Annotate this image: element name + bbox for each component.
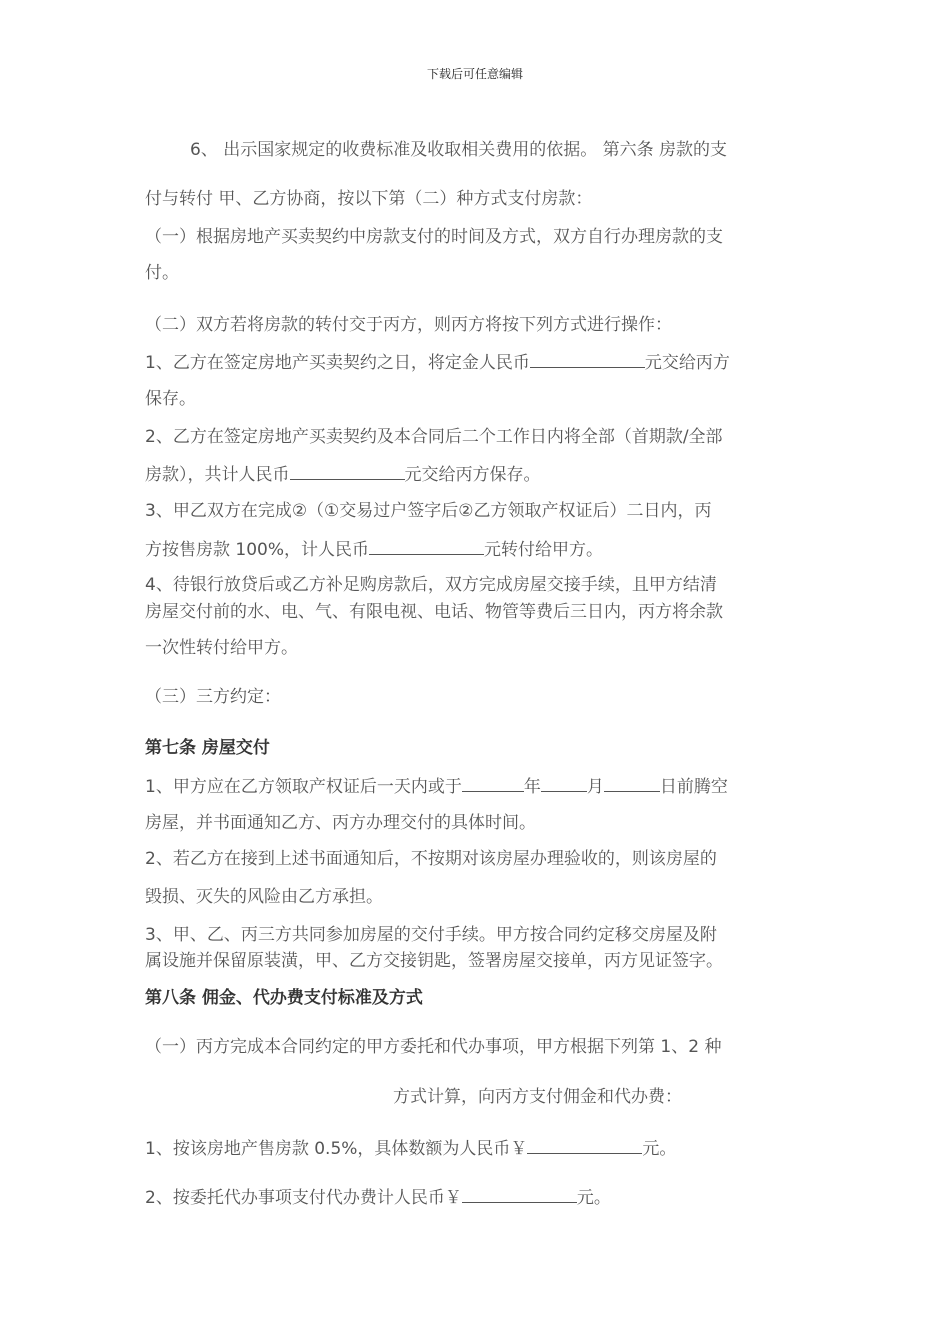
text-segment: 房款），共计人民币 xyxy=(145,465,290,485)
fill-in-blank[interactable] xyxy=(290,462,405,480)
text-segment: 1、乙方在签定房地产买卖契约之日，将定金人民币 xyxy=(145,353,530,373)
text-line: 4、待银行放贷后或乙方补足购房款后，双方完成房屋交接手续，且甲方结清 xyxy=(145,575,717,595)
fill-in-blank-day[interactable] xyxy=(604,774,660,792)
text-segment: 元。 xyxy=(576,1188,611,1208)
text-line: （三）三方约定： xyxy=(145,687,281,707)
text-line: 属设施并保留原装潢，甲、乙方交接钥匙，签署房屋交接单，丙方见证签字。 xyxy=(145,951,723,971)
text-line-with-blank xyxy=(145,462,541,486)
text-segment: 1、按该房地产售房款 0.5%，具体数额为人民币￥ xyxy=(145,1139,528,1159)
text-line: 3、甲、乙、丙三方共同参加房屋的交付手续。甲方按合同约定移交房屋及附 xyxy=(145,925,717,945)
text-line: 2、乙方在签定房地产买卖契约及本合同后二个工作日内将全部（首期款/全部 xyxy=(145,427,723,447)
text-segment: 1、甲方应在乙方领取产权证后一天内或于 xyxy=(145,777,462,797)
text-line: 方式计算，向丙方支付佣金和代办费： xyxy=(393,1087,682,1107)
text-line-with-blank xyxy=(145,350,730,374)
fill-in-blank[interactable] xyxy=(527,1136,642,1154)
text-segment: 方按售房款 100%，计人民币 xyxy=(145,540,370,560)
text-segment: 月 xyxy=(586,777,604,797)
text-line-with-blank xyxy=(145,1136,676,1160)
fill-in-blank-year[interactable] xyxy=(462,774,524,792)
text-segment: 日前腾空 xyxy=(659,777,728,797)
text-line: （一）根据房地产买卖契约中房款支付的时间及方式，双方自行办理房款的支 xyxy=(145,227,723,247)
text-line: 3、甲乙双方在完成②（①交易过户签字后②乙方领取产权证后）二日内，丙 xyxy=(145,501,712,521)
fill-in-blank-month[interactable] xyxy=(541,774,587,792)
text-line: 付。 xyxy=(145,263,179,283)
text-line: 一次性转付给甲方。 xyxy=(145,638,298,658)
text-line: 房屋，并书面通知乙方、丙方办理交付的具体时间。 xyxy=(145,813,536,833)
fill-in-blank[interactable] xyxy=(462,1185,577,1203)
text-line: 保存。 xyxy=(145,389,196,409)
page-header: 下载后可任意编辑 xyxy=(426,67,523,81)
text-line: 房屋交付前的水、电、气、有限电视、电话、物管等费后三日内，丙方将余款 xyxy=(145,602,723,622)
text-line-with-blank xyxy=(145,537,603,561)
text-segment: 年 xyxy=(523,777,541,797)
fill-in-blank[interactable] xyxy=(530,350,645,368)
text-line: 毁损、灭失的风险由乙方承担。 xyxy=(145,887,383,907)
text-line-with-blank xyxy=(145,774,728,798)
section-heading: 第八条 佣金、代办费支付标准及方式 xyxy=(145,988,423,1008)
text-segment: 元交给丙方保存。 xyxy=(404,465,541,485)
text-segment: 元。 xyxy=(642,1139,677,1159)
text-line: 付与转付 甲、乙方协商，按以下第（二）种方式支付房款： xyxy=(145,189,593,209)
text-line-with-blank xyxy=(145,1185,611,1209)
fill-in-blank[interactable] xyxy=(369,537,484,555)
section-heading: 第七条 房屋交付 xyxy=(145,738,270,758)
text-segment: 元转付给甲方。 xyxy=(484,540,604,560)
text-line: 2、若乙方在接到上述书面通知后，不按期对该房屋办理验收的，则该房屋的 xyxy=(145,849,717,869)
text-line: 6、 出示国家规定的收费标准及收取相关费用的依据。 第六条 房款的支 xyxy=(190,140,728,160)
text-segment: 元交给丙方 xyxy=(644,353,730,373)
text-line: （二）双方若将房款的转付交于丙方，则丙方将按下列方式进行操作： xyxy=(145,315,672,335)
text-line: （一）丙方完成本合同约定的甲方委托和代办事项，甲方根据下列第 1、2 种 xyxy=(145,1037,722,1057)
text-segment: 2、按委托代办事项支付代办费计人民币￥ xyxy=(145,1188,462,1208)
